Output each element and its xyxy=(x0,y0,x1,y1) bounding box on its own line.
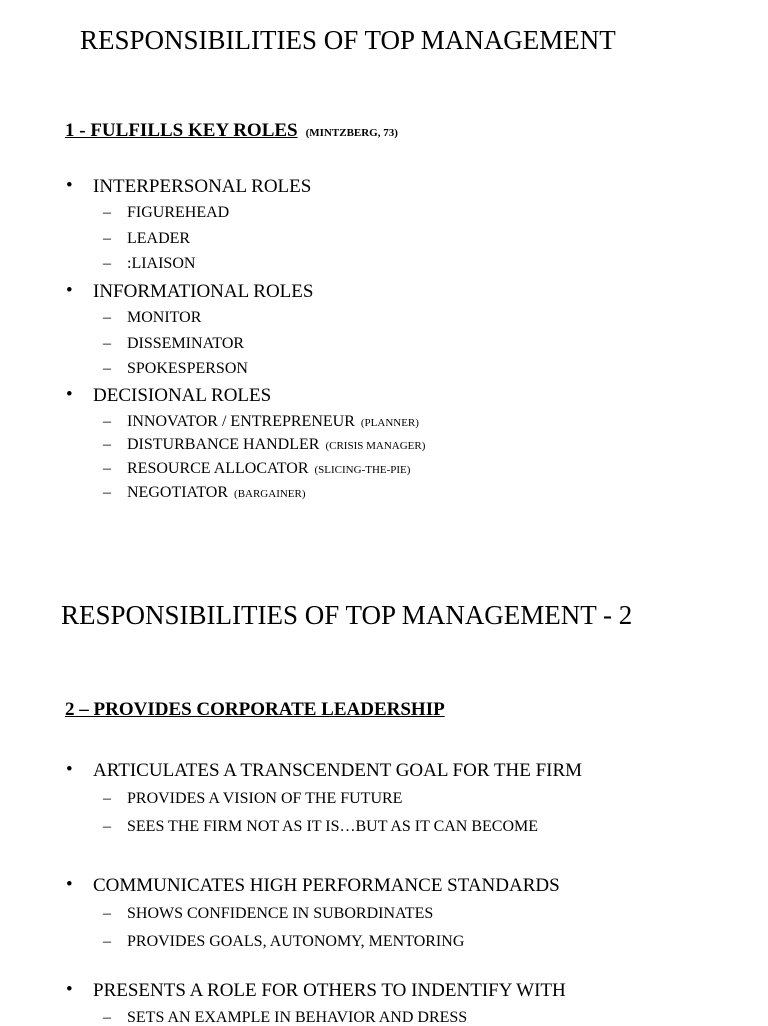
subitem-figurehead xyxy=(103,204,230,221)
slide2-title: RESPONSIBILITIES OF TOP MANAGEMENT - 2 xyxy=(61,600,633,630)
bullet-label: DECISIONAL ROLES xyxy=(93,385,272,406)
subitem-label: SPOKESPERSON xyxy=(127,360,248,377)
dash-glyph: – xyxy=(103,460,111,477)
slide2-heading: 2 – PROVIDES CORPORATE LEADERSHIP xyxy=(65,699,445,720)
subitem-note: (SLICING-THE-PIE) xyxy=(314,464,411,476)
bullet-glyph: • xyxy=(66,280,73,301)
bullet-label: ARTICULATES A TRANSCENDENT GOAL FOR THE FIRM xyxy=(93,760,583,781)
dash-glyph: – xyxy=(103,230,111,247)
slide1-heading: 1 - FULFILLS KEY ROLES xyxy=(65,120,298,141)
subitem-note: (PLANNER) xyxy=(360,417,419,429)
bullet-transcendent-goal xyxy=(66,759,583,781)
subitem-label: :LIAISON xyxy=(127,255,196,272)
subitem-note: (CRISIS MANAGER) xyxy=(325,440,426,452)
bullet-label: COMMUNICATES HIGH PERFORMANCE STANDARDS xyxy=(93,875,560,896)
slide1-citation: (MINTZBERG, 73) xyxy=(305,127,398,139)
dash-glyph: – xyxy=(103,436,111,453)
bullet-decisional-roles xyxy=(66,384,272,406)
subitem-sees-firm xyxy=(103,818,539,835)
dash-glyph: – xyxy=(103,484,111,501)
dash-glyph: – xyxy=(103,309,111,326)
bullet-interpersonal-roles xyxy=(66,175,312,197)
subitem-label: SEES THE FIRM NOT AS IT IS…BUT AS IT CAN BECOME xyxy=(127,818,539,835)
dash-glyph: – xyxy=(103,905,111,922)
dash-glyph: – xyxy=(103,790,111,807)
subitem-label: DISTURBANCE HANDLER xyxy=(127,436,320,453)
dash-glyph: – xyxy=(103,360,111,377)
bullet-glyph: • xyxy=(66,384,73,405)
subitem-monitor xyxy=(103,309,202,326)
subitem-label: FIGUREHEAD xyxy=(127,204,230,221)
subitem-disseminator xyxy=(103,335,245,352)
bullet-informational-roles xyxy=(66,280,314,302)
bullet-label: INTERPERSONAL ROLES xyxy=(93,176,312,197)
subitem-label: PROVIDES A VISION OF THE FUTURE xyxy=(127,790,403,807)
subitem-disturbance-handler xyxy=(103,436,426,453)
subitem-label: SHOWS CONFIDENCE IN SUBORDINATES xyxy=(127,905,434,922)
dash-glyph: – xyxy=(103,413,111,430)
subitem-leader xyxy=(103,230,191,247)
slide1-heading-row xyxy=(65,121,398,141)
subitem-negotiator xyxy=(103,484,306,501)
bullet-label: PRESENTS A ROLE FOR OTHERS TO INDENTIFY WITH xyxy=(93,980,566,1001)
bullet-role-model xyxy=(66,979,566,1001)
bullet-glyph: • xyxy=(66,979,73,1000)
bullet-glyph: • xyxy=(66,874,73,895)
subitem-label: INNOVATOR / ENTREPRENEUR xyxy=(127,413,355,430)
dash-glyph: – xyxy=(103,818,111,835)
bullet-glyph: • xyxy=(66,759,73,780)
subitem-note: (BARGAINER) xyxy=(234,488,306,500)
subitem-label: SETS AN EXAMPLE IN BEHAVIOR AND DRESS xyxy=(127,1009,468,1026)
subitem-goals-autonomy xyxy=(103,933,465,950)
dash-glyph: – xyxy=(103,335,111,352)
dash-glyph: – xyxy=(103,933,111,950)
bullet-performance-standards xyxy=(66,874,560,896)
subitem-label: LEADER xyxy=(127,230,191,247)
subitem-spokesperson xyxy=(103,360,248,377)
dash-glyph: – xyxy=(103,1009,111,1026)
subitem-label: RESOURCE ALLOCATOR xyxy=(127,460,309,477)
subitem-label: PROVIDES GOALS, AUTONOMY, MENTORING xyxy=(127,933,465,950)
bullet-glyph: • xyxy=(66,175,73,196)
subitem-label: NEGOTIATOR xyxy=(127,484,229,501)
subitem-label: MONITOR xyxy=(127,309,202,326)
dash-glyph: – xyxy=(103,204,111,221)
subitem-confidence xyxy=(103,905,434,922)
subitem-innovator xyxy=(103,413,419,430)
dash-glyph: – xyxy=(103,255,111,272)
subitem-resource-allocator xyxy=(103,460,411,477)
slide1-title: RESPONSIBILITIES OF TOP MANAGEMENT xyxy=(80,25,616,55)
bullet-label: INFORMATIONAL ROLES xyxy=(93,281,314,302)
subitem-label: DISSEMINATOR xyxy=(127,335,245,352)
subitem-vision xyxy=(103,790,403,807)
subitem-liaison xyxy=(103,255,196,272)
